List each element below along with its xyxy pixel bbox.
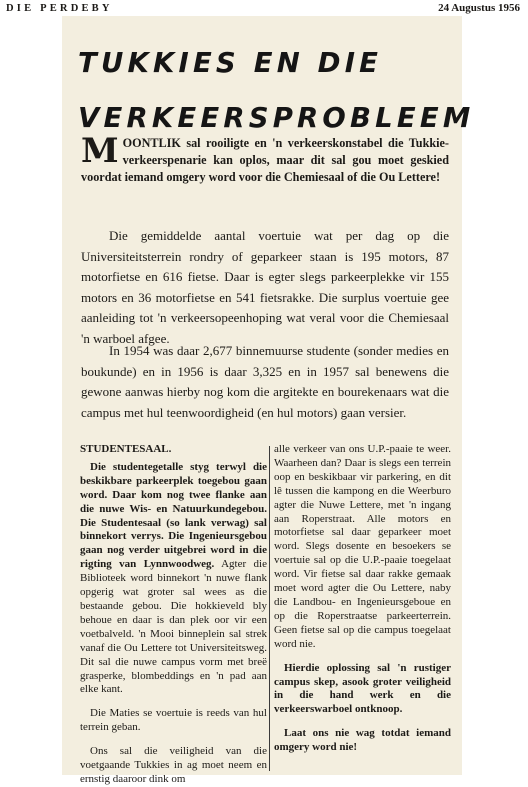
headline-line-2: VERKEERSPROBLEEM [78,102,475,134]
left-column-paragraph-3: Ons sal die veiligheid van die voetgaande Tukkies in ag moet neem en ernstig daaroor dink om [80,745,267,785]
lead-paragraph [81,131,449,186]
column-divider [269,446,270,771]
left-column-paragraph-1 [80,461,267,697]
left-column [80,443,267,785]
right-column [274,443,451,773]
masthead: DIE PERDEBY [6,3,113,14]
body-text-1: Die gemiddelde aantal voertuie wat per dag op die Universiteitsterrein rondry of geparkeer staan is 195 motors, 87 motorfietse en 616 fietse. Daar is egter slegs parkeerplekke vir 155 motors en 36 motorfietse en 541 fietsrakke. Die surplus voertuie gee aanleiding tot 'n verkeersopeenhoping wat veral voor die Chemiesaal 'n warboel afgee. [81,228,449,346]
column-subhead: STUDENTESAAL. [80,443,172,455]
right-column-paragraph-1: alle verkeer van ons U.P.-paaie te weer. Waarheen dan? Daar is slegs een terrein oop en beskikbaar vir parkering, en dit lê tussen die kampong en die Weerburo agter die Nuwe Lettere, met 'n ingang aan Roperstraat. Alle motors en motorfietse sal daar geparkeer moet word. Slegs dosente en besoekers se voertuie sal op die U.P.-paaie toegelaat word. Vir fietse sal daar rakke gemaak moet word agter die Ou Lettere, naby die Landbou- en Ingenieursgeboue en op die Roperstraatse parkeerterrein. Geen fietse sal op die campus toegelaat word nie. [274,443,451,650]
right-column-paragraph-2: Hierdie oplossing sal 'n rustiger campus skep, asook groter veiligheid in die hand werk en die verkeerswarboel ontknoop. [274,661,451,716]
right-column-paragraph-3: Laat ons nie wag totdat iemand omgery word nie! [274,727,451,754]
drop-cap: M [81,131,119,171]
article-sheet [62,16,475,785]
left-column-bold-text: Die studentegetalle styg terwyl die beskikbare parkeerplek toegebou gaan word. Daar kom nog twee flanke aan die nuwe Wis- en Natuurkundegebou. Die Studentesaal (so lank verwag) sal binnekort verrys. Die Ingenieursgebou gaan nog verder uitgebrei word in die rigting van Lynnwoodweg. [80,460,267,571]
body-text-2: In 1954 was daar 2,677 binnemuurse studente (sonder medies en boukunde) en in 1956 is daar 3,325 en in 1957 sal benewens die gewone aanwas hierby nog kom die argitekte en bourekenaars wat die campus met hul teenwoordigheid (en hul motors) gaan versier. [81,343,449,420]
body-paragraph-1 [81,226,449,349]
issue-date: 24 Augustus 1956 [438,2,520,14]
headline [78,36,475,146]
left-column-paragraph-2: Die Maties se voertuie is reeds van hul terrein geban. [80,707,267,734]
body-paragraph-2 [81,341,449,423]
lead-text: OONTLIK sal rooiligte en 'n verkeerskonstabel die Tukkie-verkeerspenarie kan oplos, maar dit sal gou moet geskied voordat iemand omgery word voor die Chemiesaal of die Ou Lettere! [81,136,449,184]
left-column-regular-text: Agter die Biblioteek word binnekort 'n nuwe flank opgerig wat groter sal wees as die bestaande gebou. Die hokkieveld bly behoue en daar is dan plek oor vir een voetbalveld. 'n Mooi binneplein sal strek vanaf die Ou Lettere tot Universiteitsweg. Dit sal die nuwe campus vorm met breë grasperke, blombeddings en 'n pad aan elke kant. [80,558,267,696]
headline-line-1: TUKKIES EN DIE [78,47,383,79]
